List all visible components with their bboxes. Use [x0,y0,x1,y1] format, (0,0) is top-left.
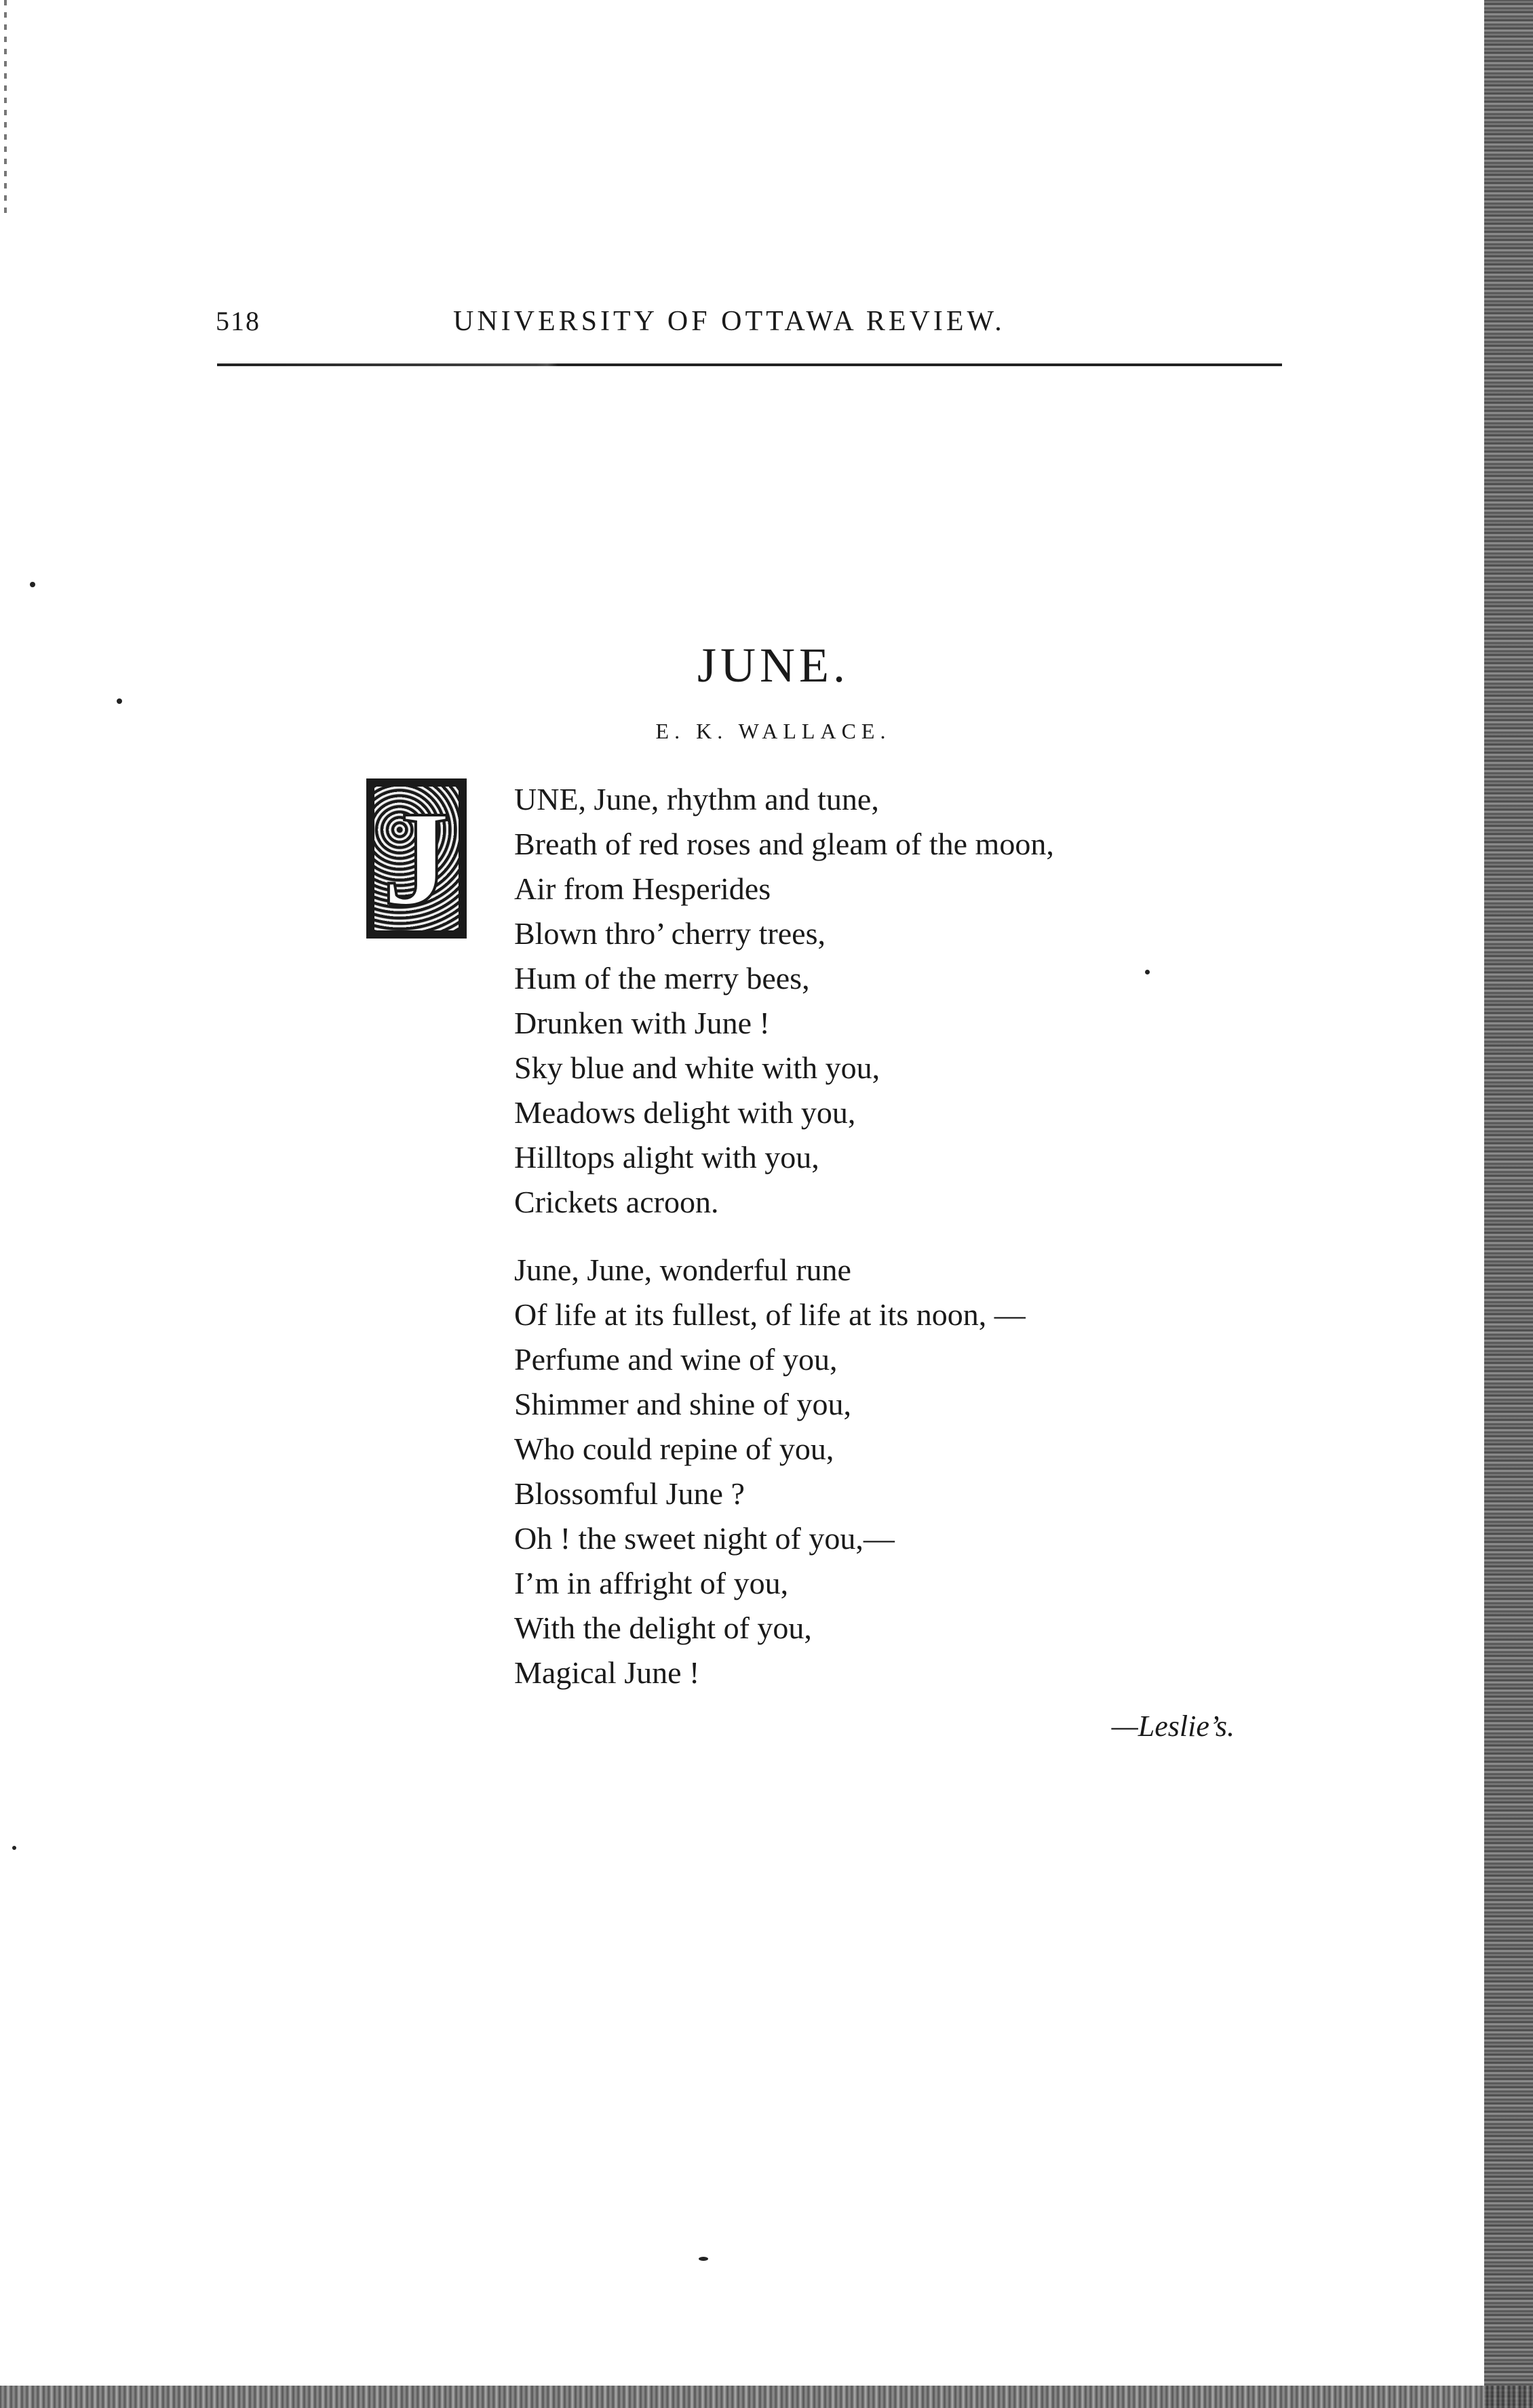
stanza-1 [514,777,1294,1225]
page-number: 518 [216,306,260,336]
poem-line: Drunken with June ! [514,1006,770,1040]
page-edge-bottom [0,2386,1533,2408]
poem-line: Hum of the merry bees, [514,961,810,995]
speck [117,698,122,704]
poem-line: I’m in affright of you, [514,1566,789,1600]
poem-line: Who could repine of you, [514,1432,834,1466]
poem-line: Of life at its fullest, of life at its noon, — [514,1297,1026,1332]
poem-line: Blossomful June ? [514,1476,745,1511]
poem-line: Perfume and wine of you, [514,1342,838,1377]
poem-line: Meadows delight with you, [514,1095,856,1130]
poem-line: UNE, June, rhythm and tune, [514,782,879,816]
drop-cap-ornament [366,778,467,939]
poem-line: Breath of red roses and gleam of the moon, [514,827,1054,861]
running-head [216,305,1281,346]
poem-line: Shimmer and shine of you, [514,1387,851,1421]
poem-line: Blown thro’ cherry trees, [514,916,826,951]
poem-line: Air from Hesperides [514,871,771,906]
speck [12,1846,16,1850]
poem-author: E. K. WALLACE. [655,719,891,743]
journal-title: UNIVERSITY OF OTTAWA REVIEW. [453,306,1005,337]
poem-line: Hilltops alight with you, [514,1140,819,1175]
poem-line: With the delight of you, [514,1611,812,1645]
poem-line: June, June, wonderful rune [514,1252,851,1287]
poem-line: Crickets acroon. [514,1185,719,1219]
page-edge-right [1484,0,1533,2408]
poem-title: JUNE. [697,638,849,692]
poem-line: Oh ! the sweet night of you,— [514,1521,895,1556]
header-rule [217,363,1282,366]
drop-cap-letter: J [383,784,450,934]
speck [30,582,35,587]
stanza-2 [514,1248,1294,1695]
poem-source: —Leslie’s. [1111,1710,1235,1743]
poem-line: Sky blue and white with you, [514,1050,880,1085]
page-edge-left [4,0,7,217]
poem-line: Magical June ! [514,1655,700,1690]
speck [699,2257,708,2261]
